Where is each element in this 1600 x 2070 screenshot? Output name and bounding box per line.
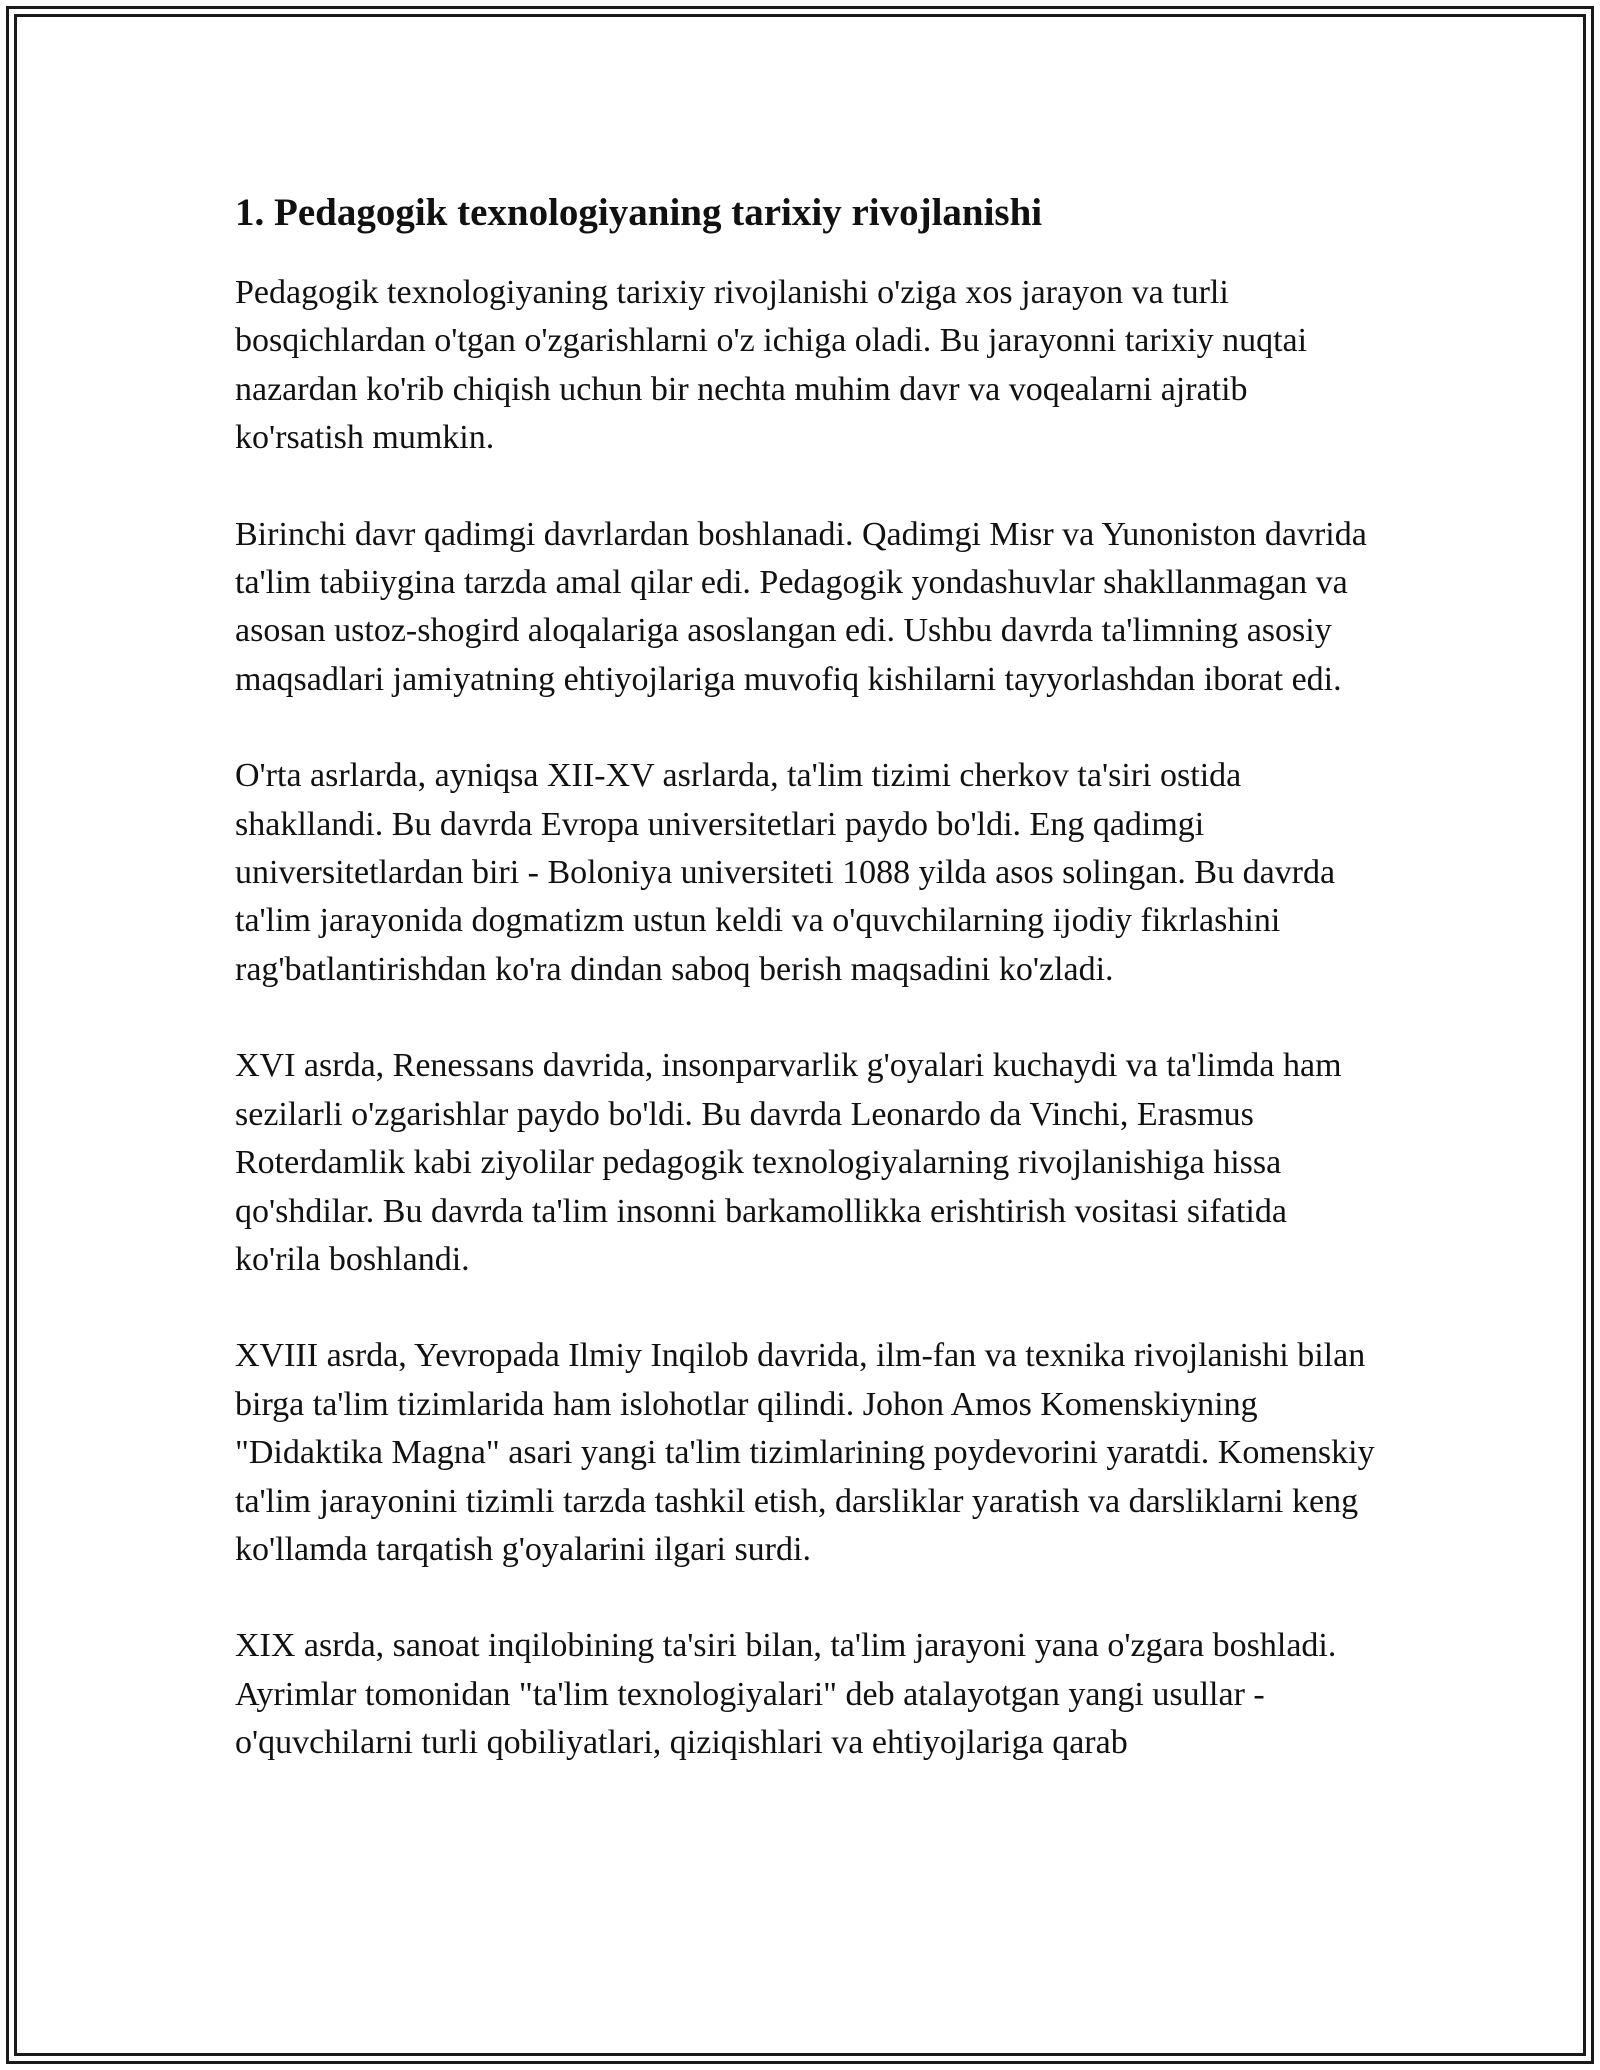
paragraph-renaissance: XVI asrda, Renessans davrida, insonparvarlik g'oyalari kuchaydi va ta'limda ham sezilarli o'zgarishlar paydo bo'ldi. Bu davrda Leonardo da Vinchi, Erasmus Roterdamlik kabi ziyolilar pedagogik texnologiyalarning rivojlanishiga hissa qo'shdilar. Bu davrda ta'lim insonni barkamollikka erishtirish vositasi sifatida ko'rila boshlandi. [235,1047,1342,1278]
paragraph-intro: Pedagogik texnologiyaning tarixiy rivojlanishi o'ziga xos jarayon va turli bosqichlardan o'tgan o'zgarishlarni o'z ichiga oladi. Bu jarayonni tarixiy nuqtai nazardan ko'rib chiqish uchun bir nechta muhim davr va voqealarni ajratib ko'rsatish mumkin. [235,274,1308,457]
section-heading: 1. Pedagogik texnologiyaning tarixiy rivojlanishi [235,191,1043,234]
document-body [235,185,1375,1816]
paragraph-18th-century: XVIII asrda, Yevropada Ilmiy Inqilob davrida, ilm-fan va texnika rivojlanishi bilan birga ta'lim tizimlarida ham islohotlar qilindi. Johon Amos Komenskiyning "Didaktika Magna" asari yangi ta'lim tizimlarining poydevorini yaratdi. Komenskiy ta'lim jarayonini tizimli tarzda tashkil etish, darsliklar yaratish va darsliklarni keng ko'llamda tarqatish g'oyalarini ilgari surdi. [235,1337,1375,1568]
paragraph-ancient-period: Birinchi davr qadimgi davrlardan boshlanadi. Qadimgi Misr va Yunoniston davrida ta'lim tabiiygina tarzda amal qilar edi. Pedagogik yondashuvlar shakllanmagan va asosan ustoz-shogird aloqalariga asoslangan edi. Ushbu davrda ta'limning asosiy maqsadlari jamiyatning ehtiyojlariga muvofiq kishilarni tayyorlashdan iborat edi. [235,515,1367,698]
paragraph-middle-ages: O'rta asrlarda, ayniqsa XII-XV asrlarda, ta'lim tizimi cherkov ta'siri ostida shakllandi. Bu davrda Evropa universitetlari paydo bo'ldi. Eng qadimgi universitetlardan biri - Boloniya universiteti 1088 yilda asos solingan. Bu davrda ta'lim jarayonida dogmatizm ustun keldi va o'quvchilarning ijodiy fikrlashini rag'batlantirishdan ko'ra dindan saboq berish maqsadini ko'zladi. [235,757,1336,988]
paragraph-19th-century: XIX asrda, sanoat inqilobining ta'siri bilan, ta'lim jarayoni yana o'zgara boshladi. Ayrimlar tomonidan "ta'lim texnologiyalari" deb atalayotgan yangi usullar - o'quvchilarni turli qobiliyatlari, qiziqishlari va ehtiyojlariga qarab [235,1627,1337,1762]
